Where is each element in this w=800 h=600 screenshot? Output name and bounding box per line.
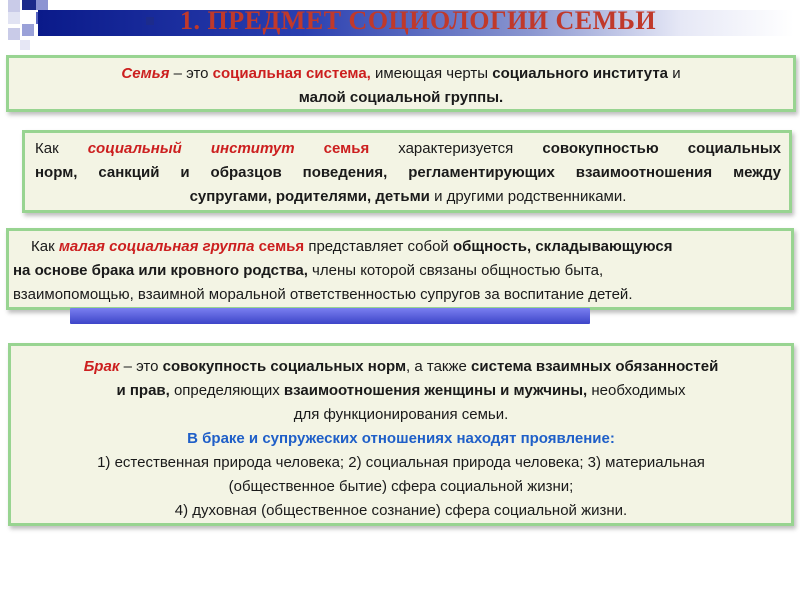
text-fragment: , а также xyxy=(406,358,472,375)
term-relationship: взаимоотношения женщины и мужчины, xyxy=(283,382,588,399)
title-bullet-icon xyxy=(146,17,154,25)
text-line xyxy=(13,259,783,283)
decor-square xyxy=(22,0,36,10)
text-fragment: необходимых xyxy=(587,382,686,399)
subheading: В браке и супружеских отношениях находят проявление: xyxy=(187,430,615,447)
text-fragment: Как xyxy=(31,238,59,255)
decor-square xyxy=(8,0,20,12)
text-line: для функционирования семьи. xyxy=(293,406,509,423)
text-line xyxy=(35,137,781,161)
term-marriage: Брак xyxy=(83,358,120,375)
term-social-institute: социального института xyxy=(492,65,669,82)
term-rights: и прав, xyxy=(116,382,170,399)
decor-square xyxy=(8,12,20,24)
list-item: 4) духовная (общественное сознание) сфера социальной жизни. xyxy=(174,502,628,519)
list-item: 1) естественная природа человека; 2) социальная природа человека; 3) материальная xyxy=(97,454,705,471)
term-family: Семья xyxy=(121,65,170,82)
term-obligations: система взаимных обязанностей xyxy=(471,358,719,375)
term-family: семья xyxy=(323,140,370,157)
definition-family-box xyxy=(6,55,796,112)
term-norms-continued: норм, санкций и образцов поведения, регламентирующих взаимоотношения между xyxy=(35,164,781,181)
list-item: (общественное бытие) сфера социальной жизни; xyxy=(228,478,574,495)
family-as-group-box xyxy=(6,228,794,310)
family-as-institute-box xyxy=(22,130,792,213)
decor-square xyxy=(20,40,30,50)
text-fragment: члены которой связаны общностью быта, xyxy=(307,262,604,279)
decor-square xyxy=(8,28,20,40)
marriage-definition-box xyxy=(8,343,794,526)
text-fragment: характеризуется xyxy=(369,140,543,157)
text-fragment: и xyxy=(668,65,681,82)
term-social-institute: социальный институт xyxy=(87,140,295,157)
decor-square xyxy=(22,24,34,36)
term-social-system: социальная система, xyxy=(212,65,371,82)
text-fragment: – это xyxy=(169,65,213,82)
term-family: семья xyxy=(258,238,305,255)
decor-square xyxy=(36,0,48,10)
term-relatives: супругами, родителями, детьми xyxy=(189,188,430,205)
text-line xyxy=(13,235,783,259)
text-line xyxy=(35,185,781,209)
term-marriage-kinship: на основе брака или кровного родства, xyxy=(13,262,308,279)
text-fragment: и другими родственниками. xyxy=(429,188,627,205)
text-line: взаимопомощью, взаимной моральной ответственностью супругов за воспитание детей. xyxy=(13,286,633,303)
term-small-group: малой социальной группы. xyxy=(298,89,504,106)
term-norms: совокупностью социальных xyxy=(542,140,781,157)
term-community: общность, складывающуюся xyxy=(452,238,673,255)
text-line xyxy=(11,355,791,379)
term-small-social-group: малая социальная группа xyxy=(58,238,255,255)
text-fragment: определяющих xyxy=(169,382,284,399)
text-line xyxy=(11,379,791,403)
text-fragment: Как xyxy=(35,140,88,157)
text-line xyxy=(9,62,793,86)
text-fragment: – это xyxy=(119,358,163,375)
page-title: 1. ПРЕДМЕТ СОЦИОЛОГИИ СЕМЬИ xyxy=(180,6,657,35)
text-fragment: представляет собой xyxy=(304,238,453,255)
decorative-band xyxy=(70,308,590,324)
term-norms: совокупность социальных норм xyxy=(162,358,407,375)
text-fragment xyxy=(295,140,324,157)
text-fragment: имеющая черты xyxy=(370,65,493,82)
